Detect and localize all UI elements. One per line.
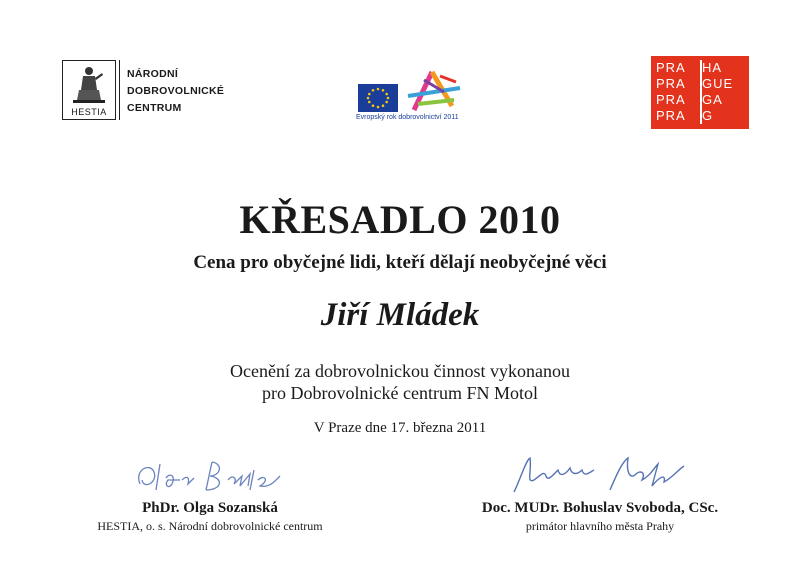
signatory-role: primátor hlavního města Prahy	[525, 519, 675, 533]
signatory-role: HESTIA, o. s. Národní dobrovolnické centrum	[97, 519, 323, 533]
award-description-line: pro Dobrovolnické centrum FN Motol	[262, 383, 538, 403]
volunteering-mark-icon	[404, 66, 464, 114]
eu-volunteering-logo	[356, 66, 486, 126]
hestia-divider	[119, 60, 120, 120]
praha-logo	[651, 56, 749, 129]
handwritten-signature	[120, 450, 300, 498]
hestia-wordmark: HESTIA	[71, 107, 107, 117]
praha-left: PRA	[656, 92, 686, 107]
hestia-emblem	[62, 60, 116, 120]
praha-left: PRA	[656, 76, 686, 91]
praha-row	[656, 108, 746, 124]
praha-right: HA	[702, 60, 723, 75]
hestia-logo	[62, 60, 225, 122]
praha-row	[656, 92, 746, 108]
statue-icon	[69, 64, 109, 104]
hestia-name-line: CENTRUM	[127, 102, 182, 114]
praha-left: PRA	[656, 108, 686, 123]
praha-left: PRA	[656, 60, 686, 75]
certificate-subtitle: Cena pro obyčejné lidi, kteří dělají neobyčejné věci	[193, 252, 607, 273]
signatory-name: Doc. MUDr. Bohuslav Svoboda, CSc.	[481, 500, 719, 516]
praha-right: GUE	[702, 76, 734, 91]
praha-right: G	[702, 108, 714, 123]
hestia-name-line: NÁRODNÍ	[127, 68, 179, 80]
hestia-name	[127, 66, 224, 117]
handwritten-signature	[500, 450, 700, 498]
praha-row	[656, 60, 746, 76]
recipient-name: Jiří Mládek	[320, 297, 480, 333]
signature-block-right	[430, 450, 770, 534]
praha-right: GA	[702, 92, 723, 107]
praha-row	[656, 76, 746, 92]
award-description-line: Ocenění za dobrovolnickou činnost vykonanou	[230, 361, 570, 381]
certificate-title: KŘESADLO 2010	[239, 197, 561, 242]
eu-year-caption: Evropský rok dobrovolnictví 2011	[356, 114, 459, 121]
signatory-name: PhDr. Olga Sozanská	[142, 500, 278, 516]
eu-flag-icon	[358, 84, 398, 112]
issue-date: V Praze dne 17. března 2011	[313, 420, 487, 436]
signature-block-left	[40, 450, 380, 534]
hestia-name-line: DOBROVOLNICKÉ	[127, 85, 225, 97]
